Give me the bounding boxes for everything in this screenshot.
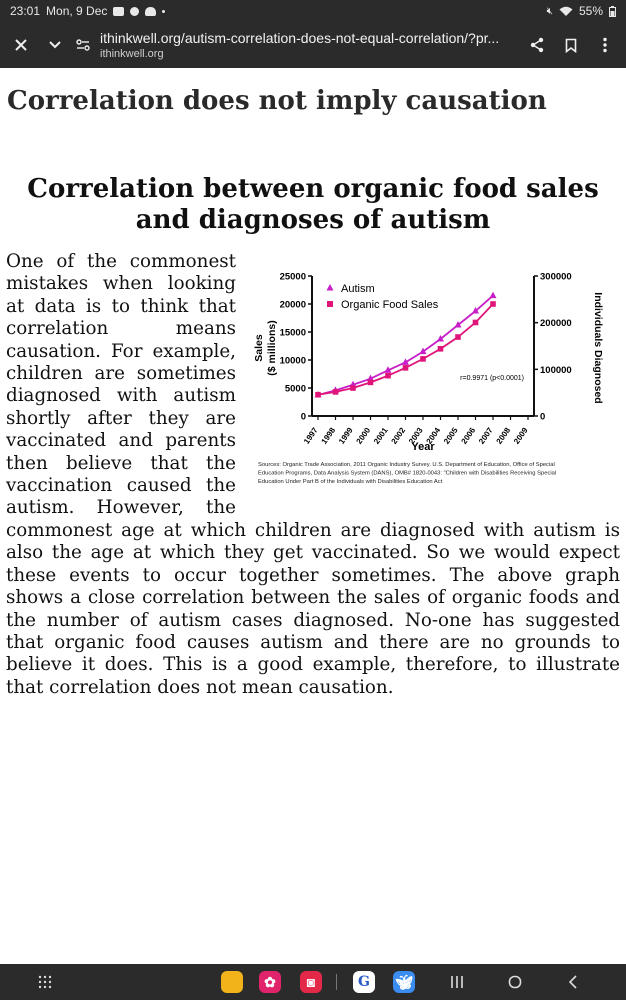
battery-icon (609, 6, 616, 17)
x-tick-label: 2000 (354, 425, 373, 446)
status-date: Mon, 9 Dec (46, 4, 108, 18)
section-title: Correlation between organic food sales and diagnoses of autism (27, 174, 599, 235)
blossom-app-icon[interactable]: ✿ (259, 971, 281, 993)
x-tick-label: 2006 (459, 425, 478, 446)
x-tick-label: 1999 (337, 425, 355, 446)
y-tick-label-right: 200000 (540, 318, 572, 330)
home-icon[interactable] (508, 975, 522, 989)
collapse-button[interactable] (38, 22, 72, 68)
x-tick-label: 1997 (302, 425, 320, 446)
message-icon (113, 7, 124, 16)
more-vert-icon (603, 37, 607, 53)
legend-marker-autism (327, 284, 334, 291)
data-point-organic-food-sales (385, 373, 391, 379)
x-tick-label: 1998 (319, 425, 338, 446)
y-tick-label-right: 100000 (540, 364, 572, 376)
legend-label: Organic Food Sales (341, 299, 439, 311)
x-axis-title: Year (411, 441, 435, 453)
data-point-organic-food-sales (350, 385, 356, 391)
recent-apps-icon[interactable] (451, 975, 463, 989)
data-point-organic-food-sales (420, 356, 426, 362)
source-note-line: Education Programs, Data Analysis System (DANS), OMB# 1820-0043: "Children with Disabilities Receiving Special (258, 470, 557, 477)
correlation-annotation: r=0.9971 (p<0.0001) (460, 375, 524, 382)
y-tick-label-left: 5000 (284, 383, 306, 395)
notification-dot-icon (162, 10, 165, 13)
y-axis-title-left: Sales (253, 334, 265, 362)
app-drawer-icon[interactable] (38, 975, 52, 989)
status-time: 23:01 (10, 4, 41, 18)
x-tick-label: 2004 (424, 425, 443, 446)
chrome-icon (130, 7, 139, 16)
dock-divider (336, 974, 337, 990)
data-point-organic-food-sales (333, 389, 339, 395)
data-point-organic-food-sales (438, 346, 444, 352)
source-note-line: Sources: Organic Trade Association, 2011 Organic Industry Survey. U.S. Department of Education, Office of Special (258, 462, 555, 468)
y-tick-label-left: 10000 (279, 355, 306, 367)
y-axis-title-right: Individuals Diagnosed (592, 292, 604, 404)
files-app-icon[interactable] (221, 971, 243, 993)
more-options-button[interactable] (588, 22, 622, 68)
camera-app-icon[interactable]: ◙ (300, 971, 322, 993)
bookmark-icon (565, 38, 577, 53)
x-tick-label: 2007 (477, 425, 495, 446)
status-bar (0, 0, 626, 22)
mute-icon: 🔇︎ (546, 5, 553, 17)
back-icon[interactable] (568, 975, 578, 989)
y-tick-label-left: 15000 (279, 327, 306, 339)
y-tick-label-left: 25000 (279, 271, 306, 283)
url-text: ithinkwell.org/autism-correlation-does-not-equal-correlation/?pr... (100, 30, 500, 46)
chart-svg (248, 252, 620, 514)
browser-toolbar (0, 22, 626, 68)
correlation-chart (248, 252, 620, 514)
x-tick-label: 2002 (389, 425, 408, 446)
y-axis-title-left-unit: ($ millions) (266, 320, 278, 376)
legend-label: Autism (341, 283, 375, 295)
y-tick-label-right: 0 (540, 411, 546, 423)
article-paragraph: One of the commonest mistakes when looking at data is to think that correlation means causation. For example, children are sometimes diagnosed with autism shortly after they are vaccinated and parents then believe that the vaccination caused the autism. However, the commonest age at which children are diagnosed with autism is also the age at which they get vaccinated. So we would expect these events to occur together sometimes. The above graph shows a close correlation between the sales of organic foods and the number of autism cases diagnosed. No-one has suggested that organic food causes autism and there are no grounds to believe it does. This is a good example, therefore, to illustrate that correlation does not mean causation. (6, 251, 620, 698)
wifi-icon (559, 6, 573, 17)
x-tick-label: 2001 (372, 425, 390, 446)
url-domain: ithinkwell.org (100, 48, 164, 60)
x-tick-label: 2003 (407, 425, 425, 446)
site-settings-button[interactable] (72, 22, 94, 68)
data-point-organic-food-sales (403, 365, 409, 371)
y-tick-label-left: 20000 (279, 299, 306, 311)
y-tick-label-right: 300000 (540, 271, 572, 283)
google-news-app-icon[interactable]: G (353, 971, 375, 993)
data-point-organic-food-sales (473, 320, 479, 326)
x-tick-label: 2009 (512, 425, 530, 446)
bluesky-app-icon[interactable]: 🦋︎ (393, 971, 415, 993)
tune-icon (76, 39, 90, 51)
data-point-organic-food-sales (368, 380, 374, 386)
chevron-down-icon (48, 40, 62, 50)
source-note-line: Education Under Part B of the Individuals with Disabilities Education Act (258, 479, 443, 485)
address-bar[interactable] (94, 30, 520, 60)
close-tab-button[interactable] (4, 22, 38, 68)
battery-percent: 55% (578, 4, 603, 18)
x-tick-label: 2008 (494, 425, 513, 446)
web-page (0, 68, 626, 964)
bookmark-button[interactable] (554, 22, 588, 68)
data-point-organic-food-sales (490, 301, 496, 307)
close-icon (14, 38, 28, 52)
data-point-organic-food-sales (455, 334, 461, 340)
legend-marker-organic-food-sales (327, 301, 333, 307)
share-icon (529, 37, 545, 53)
page-title: Correlation does not imply causation (7, 86, 547, 116)
x-tick-label: 2005 (442, 425, 460, 446)
data-point-organic-food-sales (315, 392, 321, 398)
data-point-autism (490, 292, 497, 299)
cloud-icon (145, 7, 156, 16)
share-button[interactable] (520, 22, 554, 68)
system-nav-bar (0, 964, 626, 1000)
article-body (6, 251, 620, 699)
y-tick-label-left: 0 (300, 411, 306, 423)
